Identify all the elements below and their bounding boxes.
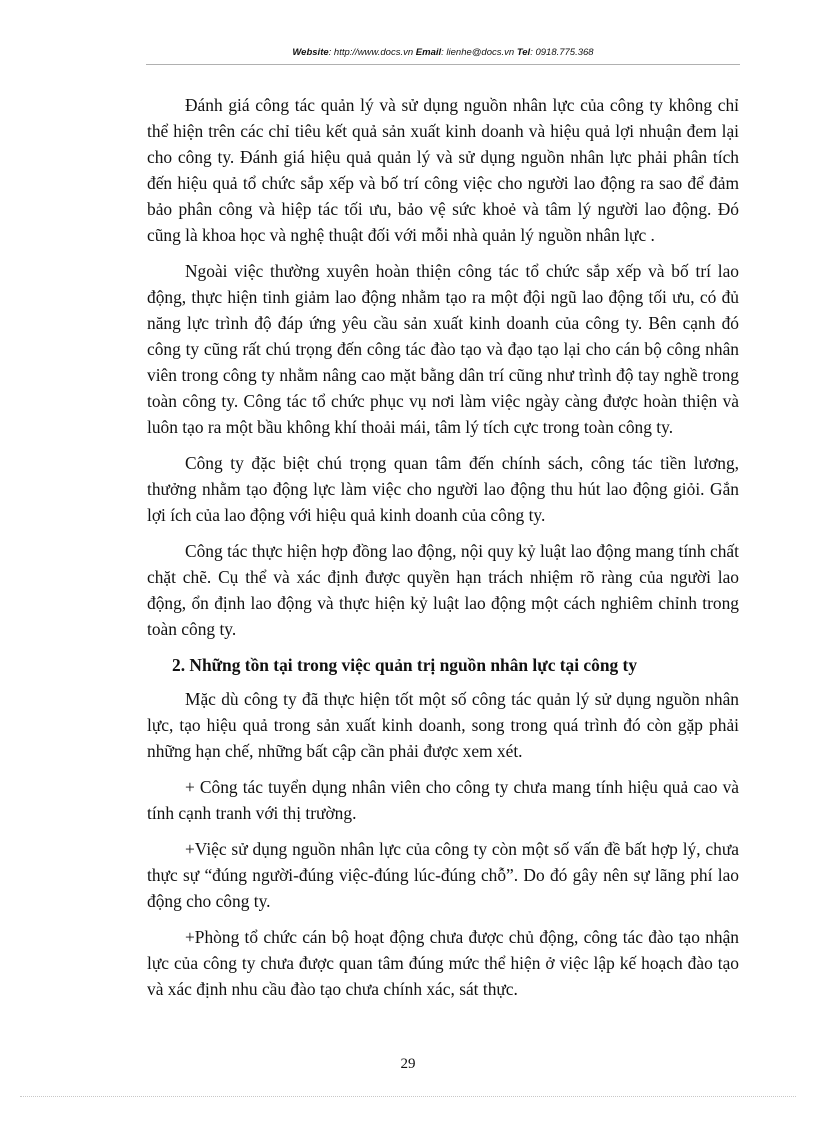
website-value: : http://www.docs.vn [328, 47, 414, 58]
website-label: Website [292, 47, 329, 58]
email-value: : lienhe@docs.vn [441, 47, 515, 58]
paragraph: Công ty đặc biệt chú trọng quan tâm đến chính sách, công tác tiền lương, thưởng nhằm tạo động lực làm việc cho người lao động thu hút lao động giỏi. Gắn lợi ích của lao động với hiệu quả kinh doanh của công ty. [147, 453, 739, 525]
tel-value: : 0918.775.368 [530, 47, 594, 58]
page-number: 29 [400, 1056, 416, 1072]
header-divider [146, 64, 740, 65]
section-heading: 2. Những tồn tại trong việc quản trị nguồn nhân lực tại công ty [172, 655, 638, 675]
paragraph: Mặc dù công ty đã thực hiện tốt một số công tác quản lý sử dụng nguồn nhân lực, tạo hiệu quả trong sản xuất kinh doanh, song trong quá trình đó còn gặp phải những hạn chế, những bất cập cần phải được xem xét. [147, 689, 739, 761]
paragraph: Ngoài việc thường xuyên hoàn thiện công tác tổ chức sắp xếp và bố trí lao động, thực hiện tinh giảm lao động nhằm tạo ra một đội ngũ lao động tối ưu, có đủ năng lực trình độ đáp ứng yêu cầu sản xuất kinh doanh của công ty. Bên cạnh đó công ty cũng rất chú trọng đến công tác đào tạo và đạo tạo lại cho cán bộ công nhân viên trong công ty nhằm nâng cao mặt bằng dân trí cũng như trình độ tay nghề trong toàn công ty. Công tác tổ chức phục vụ nơi làm việc ngày càng được hoàn thiện và luôn tạo ra một bầu không khí thoải mái, tâm lý tích cực trong toàn công ty. [147, 261, 739, 437]
tel-label: Tel [516, 47, 531, 58]
document-body [147, 92, 739, 1012]
footer-divider [20, 1096, 796, 1097]
page-header [146, 47, 740, 58]
paragraph: +Việc sử dụng nguồn nhân lực của công ty còn một số vấn đề bất hợp lý, chưa thực sự “đúng người-đúng việc-đúng lúc-đúng chỗ”. Do đó gây nên sự lãng phí lao động cho công ty. [147, 839, 739, 911]
email-label: Email [415, 47, 442, 58]
paragraph: + Công tác tuyển dụng nhân viên cho công ty chưa mang tính hiệu quả cao và tính cạnh tranh với thị trường. [147, 777, 739, 823]
paragraph: +Phòng tổ chức cán bộ hoạt động chưa được chủ động, công tác đào tạo nhận lực của công ty chưa được quan tâm đúng mức thể hiện ở việc lập kế hoạch đào tạo và xác định nhu cầu đào tạo chưa chính xác, sát thực. [147, 927, 739, 999]
paragraph: Công tác thực hiện hợp đồng lao động, nội quy kỷ luật lao động mang tính chất chặt chẽ. Cụ thể và xác định được quyền hạn trách nhiệm rõ ràng của người lao động, ổn định lao động và thực hiện kỷ luật lao động một cách nghiêm chỉnh trong toàn công ty. [147, 541, 739, 639]
paragraph: Đánh giá công tác quản lý và sử dụng nguồn nhân lực của công ty không chỉ thể hiện trên các chỉ tiêu kết quả sản xuất kinh doanh và hiệu quả lợi nhuận đem lại cho công ty. Đánh giá hiệu quả quản lý và sử dụng nguồn nhân lực phải phân tích đến hiệu quả tổ chức sắp xếp và bố trí công việc cho người lao động ra sao để đảm bảo phân công và hiệp tác tối ưu, bảo vệ sức khoẻ và tâm lý người lao động. Đó cũng là khoa học và nghệ thuật đối với mỗi nhà quản lý nguồn nhân lực . [147, 95, 739, 245]
